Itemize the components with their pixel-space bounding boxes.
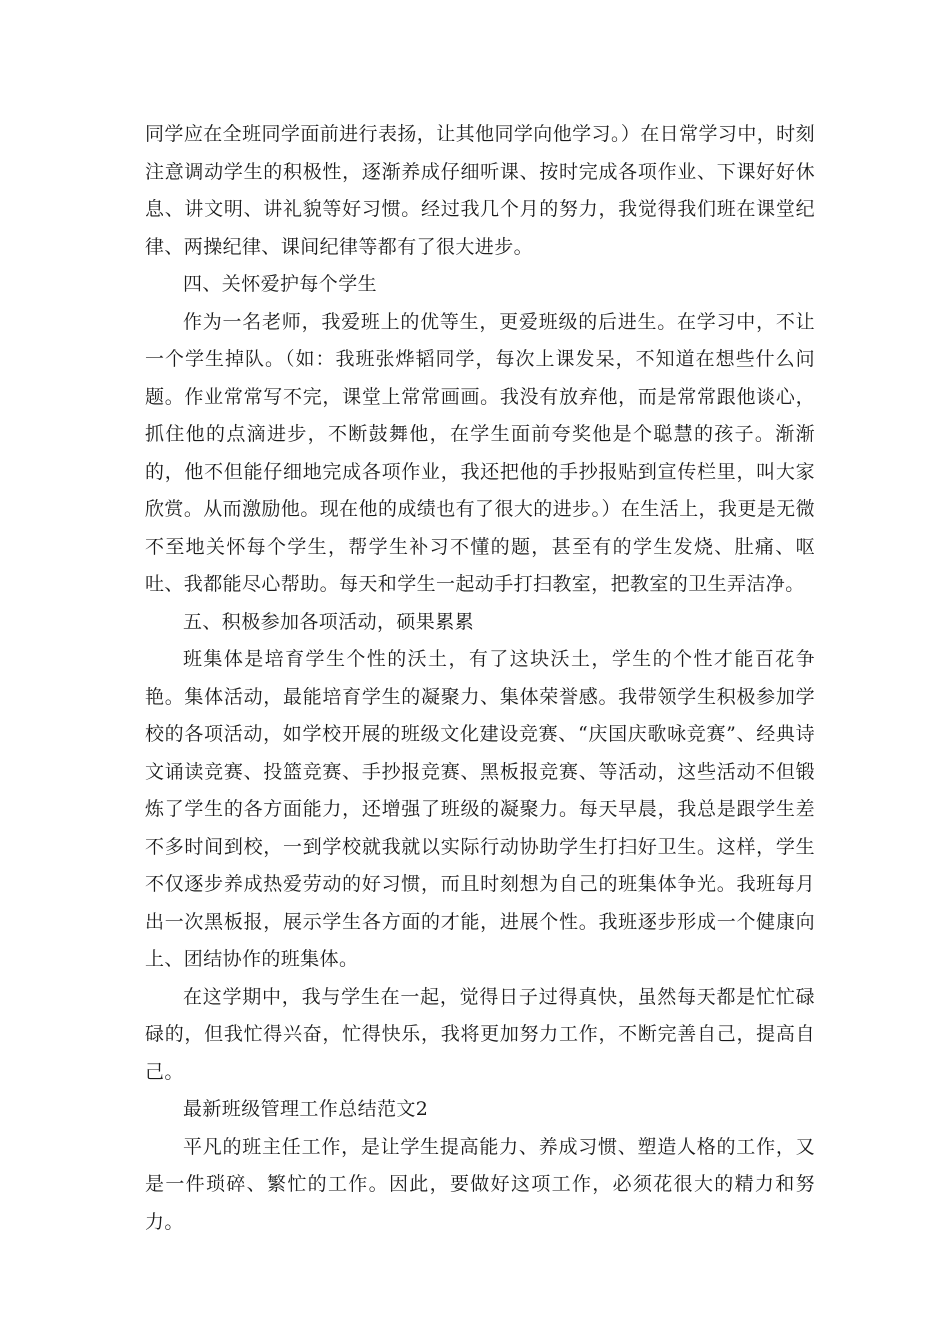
paragraph-class-collective: 班集体是培育学生个性的沃土，有了这块沃土，学生的个性才能百花争艳。集体活动，最能培育学生的凝聚力、集体荣誉感。我带领学生积极参加学校的各项活动，如学校开展的班级文化建设竞赛、“庆国庆歌咏竞赛”、经典诗文诵读竞赛、投篮竞赛、手抄报竞赛、黑板报竞赛、等活动，这些活动不但锻炼了学生的各方面能力，还增强了班级的凝聚力。每天早晨，我总是跟学生差不多时间到校，一到学校就我就以实际行动协助学生打扫好卫生。这样，学生不仅逐步养成热爱劳动的好习惯，而且时刻想为自己的班集体争光。我班每月出一次黑板报，展示学生各方面的才能，进展个性。我班逐步形成一个健康向上、团结协作的班集体。 <box>145 648 815 970</box>
paragraph-head-teacher-work: 平凡的班主任工作，是让学生提高能力、养成习惯、塑造人格的工作，又是一件琐碎、繁忙的工作。因此，要做好这项工作，必须花很大的精力和努力。 <box>145 1135 815 1233</box>
paragraph-praise-classmates: 同学应在全班同学面前进行表扬，让其他同学向他学习。）在日常学习中，时刻注意调动学生的积极性，逐渐养成仔细听课、按时完成各项作业、下课好好休息、讲文明、讲礼貌等好习惯。经过我几个月的努力，我觉得我们班在课堂纪律、两操纪律、课间纪律等都有了很大进步。 <box>145 123 815 258</box>
heading-participate-activities: 五、积极参加各项活动，硕果累累 <box>183 610 475 633</box>
heading-summary-sample-2: 最新班级管理工作总结范文2 <box>183 1098 429 1120</box>
paragraph-semester-reflection: 在这学期中，我与学生在一起，觉得日子过得真快，虽然每天都是忙忙碌碌的，但我忙得兴奋，忙得快乐，我将更加努力工作，不断完善自己，提高自己。 <box>145 985 815 1083</box>
heading-care-for-students: 四、关怀爱护每个学生 <box>183 273 378 295</box>
paragraph-care-for-students: 作为一名老师，我爱班上的优等生，更爱班级的后进生。在学习中，不让一个学生掉队。（如：我班张烨韬同学，每次上课发呆，不知道在想些什么问题。作业常常写不完，课堂上常常画画。我没有放弃他，而是常常跟他谈心，抓住他的点滴进步，不断鼓舞他，在学生面前夸奖他是个聪慧的孩子。渐渐的，他不但能仔细地完成各项作业，我还把他的手抄报贴到宣传栏里，叫大家欣赏。从而激励他。现在他的成绩也有了很大的进步。）在生活上，我更是无微不至地关怀每个学生，帮学生补习不懂的题，甚至有的学生发烧、肚痛、呕吐、我都能尽心帮助。每天和学生一起动手打扫教室，把教室的卫生弄洁净。 <box>145 310 815 595</box>
document-body <box>145 116 815 1241</box>
